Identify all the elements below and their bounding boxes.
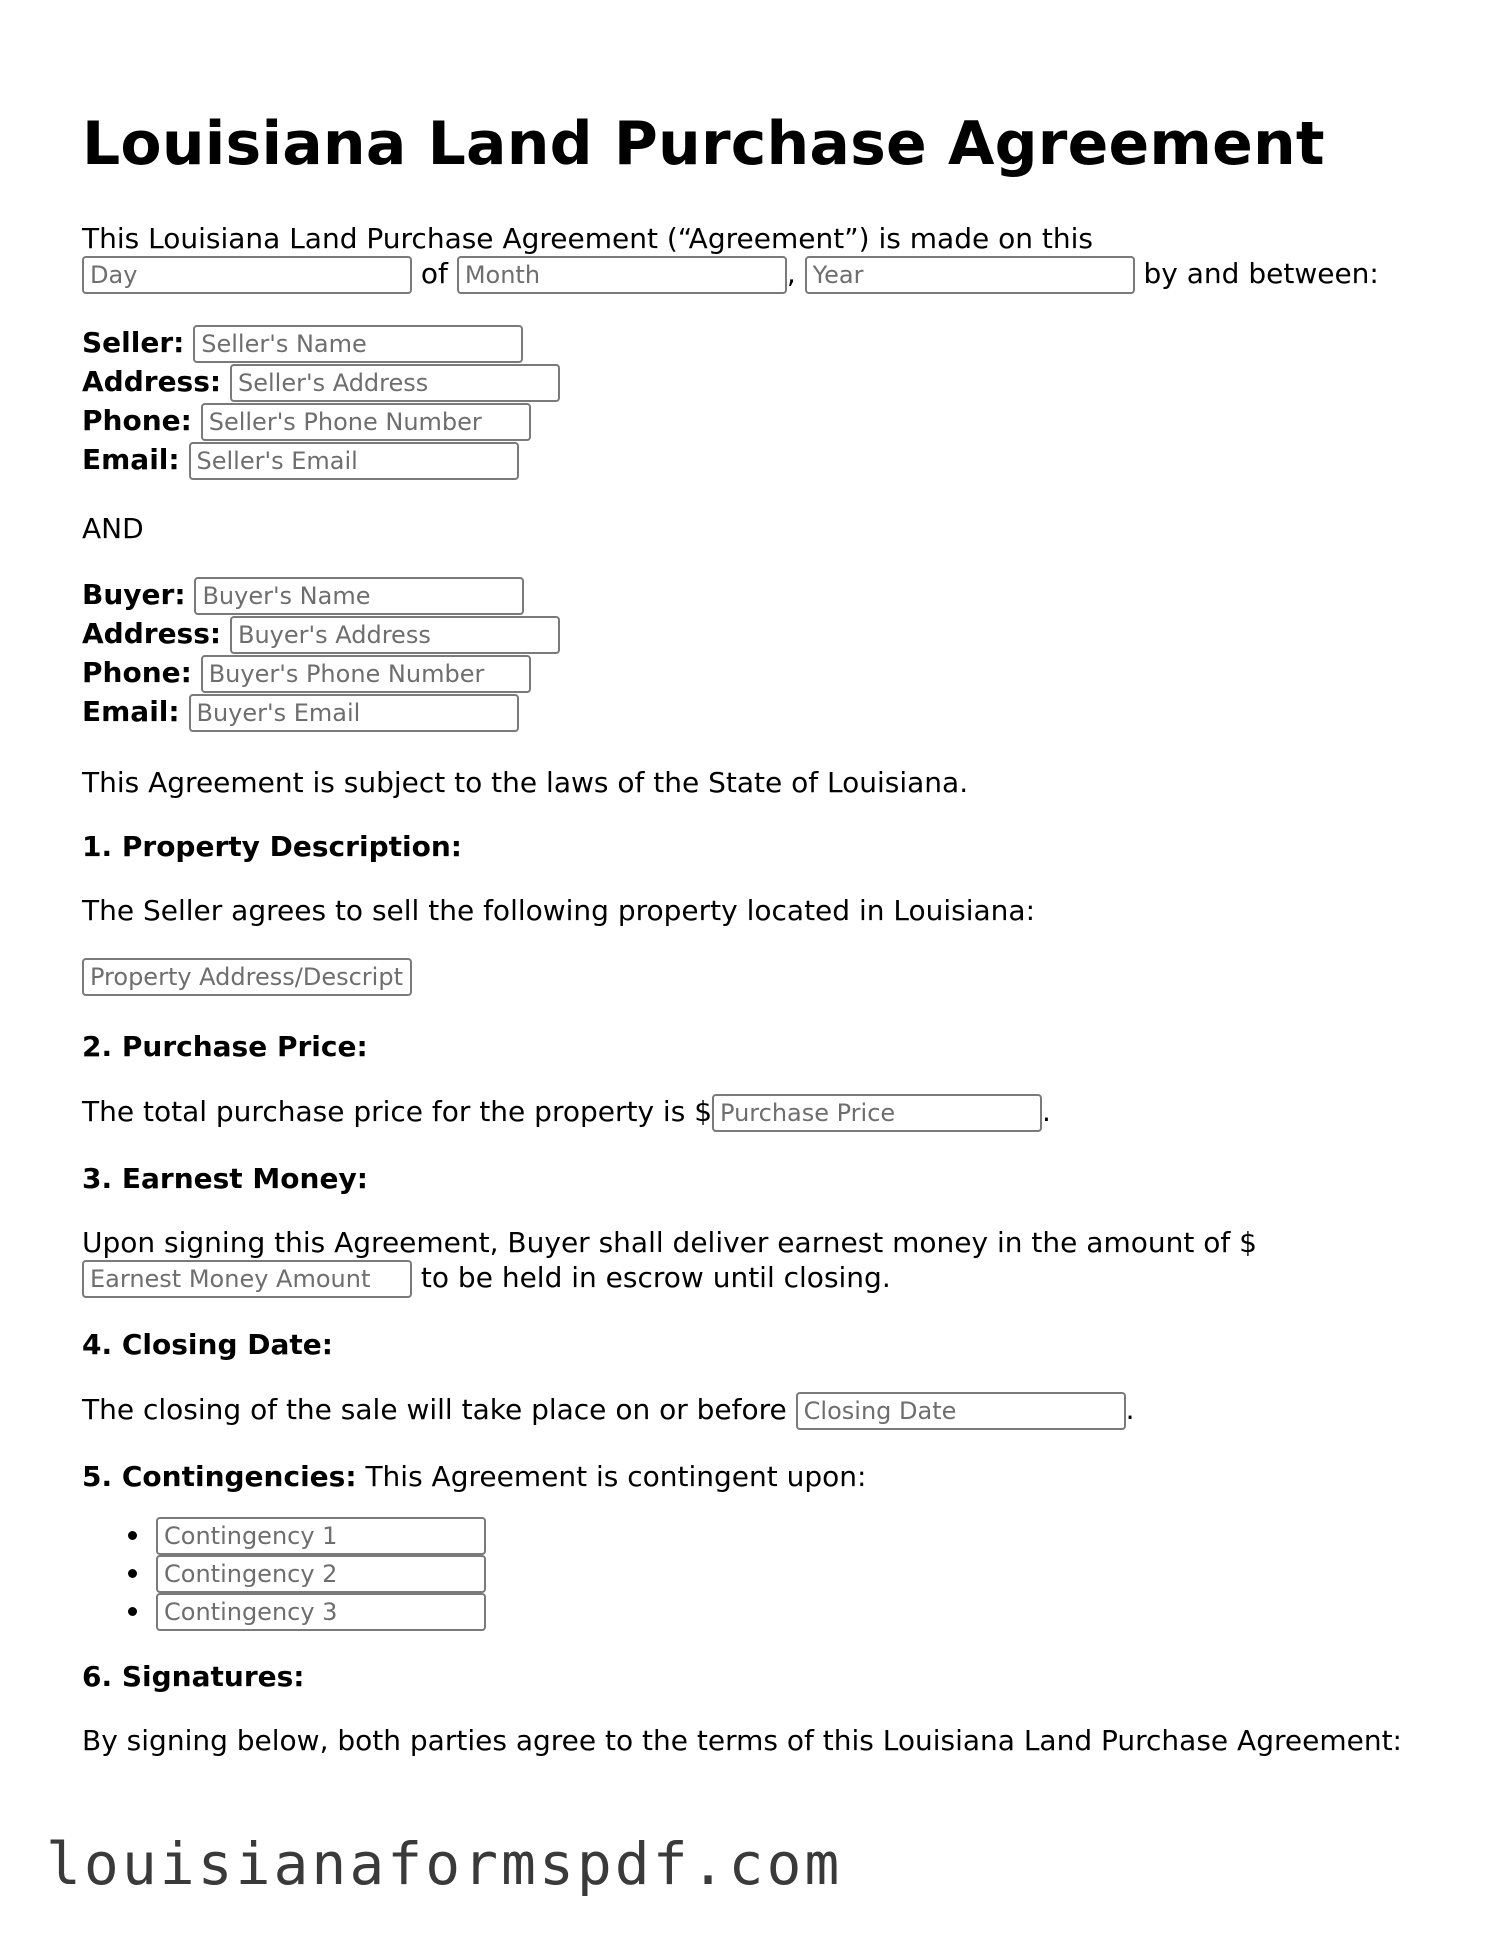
page-title: Louisiana Land Purchase Agreement [82,109,1325,179]
signatures-heading: 6. Signatures: [82,1660,305,1693]
buyer-address-row [82,615,1422,654]
earnest-paragraph [82,1226,1422,1298]
earnest-heading: 3. Earnest Money: [82,1162,368,1195]
of-text: of [420,257,448,290]
seller-phone-label: Phone: [82,404,192,437]
seller-address-row [82,363,1422,402]
buyer-email-label: Email: [82,695,180,728]
buyer-phone-input[interactable] [201,655,531,693]
list-item [156,1554,1422,1592]
contingency-3-input[interactable] [156,1593,486,1631]
buyer-block [82,576,1422,732]
seller-email-input[interactable] [189,442,519,480]
closing-paragraph [82,1392,1422,1430]
contingencies-list [82,1516,1422,1630]
earnest-text: Upon signing this Agreement, Buyer shall deliver earnest money in the amount of $ [82,1226,1257,1259]
property-field-row [82,958,1422,996]
comma-text: , [786,257,796,290]
seller-email-row [82,441,1422,480]
list-item [156,1592,1422,1630]
month-input[interactable] [457,256,787,294]
seller-address-label: Address: [82,365,222,398]
contingencies-heading: 5. Contingencies: [82,1460,357,1493]
seller-phone-input[interactable] [201,403,531,441]
seller-block [82,324,1422,480]
buyer-name-label: Buyer: [82,578,186,611]
list-item [156,1516,1422,1554]
intro-text: This Louisiana Land Purchase Agreement (“Agreement”) is made on this [82,222,1093,255]
purchase-price-input[interactable] [712,1094,1042,1132]
buyer-address-input[interactable] [230,616,560,654]
property-text: The Seller agrees to sell the following property located in Louisiana: [82,894,1036,927]
signatures-text: By signing below, both parties agree to the terms of this Louisiana Land Purchase Agreement: [82,1724,1402,1757]
earnest-after-text: to be held in escrow until closing. [420,1261,891,1294]
seller-address-input[interactable] [230,364,560,402]
law-text: This Agreement is subject to the laws of the State of Louisiana. [82,766,969,799]
watermark: louisianaformspdf.com [46,1830,843,1898]
seller-name-row [82,324,1422,363]
buyer-phone-row [82,654,1422,693]
property-description-input[interactable] [82,958,412,996]
price-period: . [1042,1095,1051,1128]
price-paragraph [82,1094,1422,1132]
contingencies-paragraph [82,1460,1422,1494]
seller-name-input[interactable] [193,325,523,363]
buyer-address-label: Address: [82,617,222,650]
contingencies-text: This Agreement is contingent upon: [365,1460,867,1493]
earnest-money-input[interactable] [82,1260,412,1298]
closing-date-input[interactable] [796,1392,1126,1430]
price-text: The total purchase price for the property is $ [82,1095,713,1128]
intro-paragraph [82,222,1422,294]
buyer-email-row [82,693,1422,732]
agreement-page [82,96,1422,1788]
year-input[interactable] [805,256,1135,294]
day-input[interactable] [82,256,412,294]
and-text: AND [82,512,144,545]
price-heading: 2. Purchase Price: [82,1030,368,1063]
seller-phone-row [82,402,1422,441]
contingency-1-input[interactable] [156,1517,486,1555]
closing-heading: 4. Closing Date: [82,1328,333,1361]
by-and-between-text: by and between: [1143,257,1379,290]
buyer-phone-label: Phone: [82,656,192,689]
seller-email-label: Email: [82,443,180,476]
seller-name-label: Seller: [82,326,185,359]
closing-text: The closing of the sale will take place on or before [82,1393,787,1426]
buyer-name-row [82,576,1422,615]
contingency-2-input[interactable] [156,1555,486,1593]
buyer-email-input[interactable] [189,694,519,732]
buyer-name-input[interactable] [194,577,524,615]
closing-period: . [1125,1393,1135,1426]
property-heading: 1. Property Description: [82,830,462,863]
